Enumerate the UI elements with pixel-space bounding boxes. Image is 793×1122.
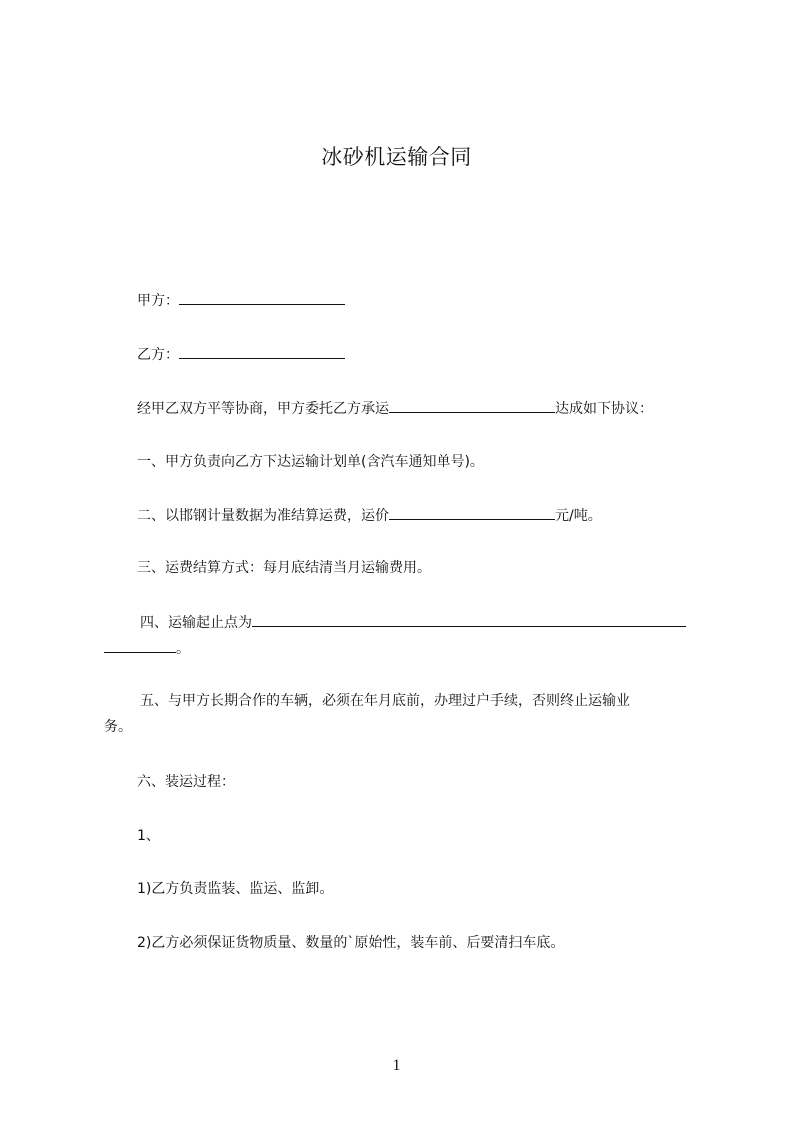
clause-4-before: 四、运输起止点为 (140, 615, 252, 631)
party-a-label: 甲方： (137, 293, 179, 309)
document-title: 冰砂机运输合同 (321, 145, 472, 169)
clause-6-sub-2: 2)乙方必须保证货物质量、数量的`原始性，装车前、后要清扫车底。 (137, 935, 565, 951)
clause-4-after: 。 (176, 641, 190, 657)
clause-1: 一、甲方负责向乙方下达运输计划单(含汽车通知单号)。 (137, 454, 484, 470)
price-blank (389, 505, 555, 520)
party-a-line (137, 290, 345, 311)
intro-text-before: 经甲乙双方平等协商，甲方委托乙方承运 (137, 401, 389, 417)
clause-2-before: 二、以邯钢计量数据为准结算运费，运价 (137, 508, 389, 524)
intro-text-after: 达成如下协议： (555, 401, 653, 417)
party-b-blank (179, 344, 345, 359)
clause-6-item-1: 1、 (137, 828, 160, 844)
clause-4-line (140, 612, 686, 633)
intro-line (137, 398, 653, 419)
clause-2-line (137, 505, 602, 526)
clause-5-line-2: 务。 (104, 719, 132, 735)
clause-2-after: 元/吨。 (555, 508, 602, 524)
clause-6-heading: 六、装运过程： (137, 774, 235, 790)
party-b-line (137, 344, 345, 365)
page-number: 1 (392, 1057, 401, 1074)
route-blank-2 (104, 638, 176, 653)
party-b-label: 乙方： (137, 347, 179, 363)
clause-5-line-1: 五、与甲方长期合作的车辆，必须在年月底前，办理过户手续，否则终止运输业 (140, 693, 630, 709)
route-blank-1 (252, 612, 686, 627)
cargo-blank (389, 398, 555, 413)
clause-3: 三、运费结算方式：每月底结清当月运输费用。 (137, 560, 431, 576)
clause-6-sub-1: 1)乙方负责监装、监运、监卸。 (137, 881, 334, 897)
party-a-blank (179, 290, 345, 305)
clause-4-line-2 (104, 638, 190, 659)
